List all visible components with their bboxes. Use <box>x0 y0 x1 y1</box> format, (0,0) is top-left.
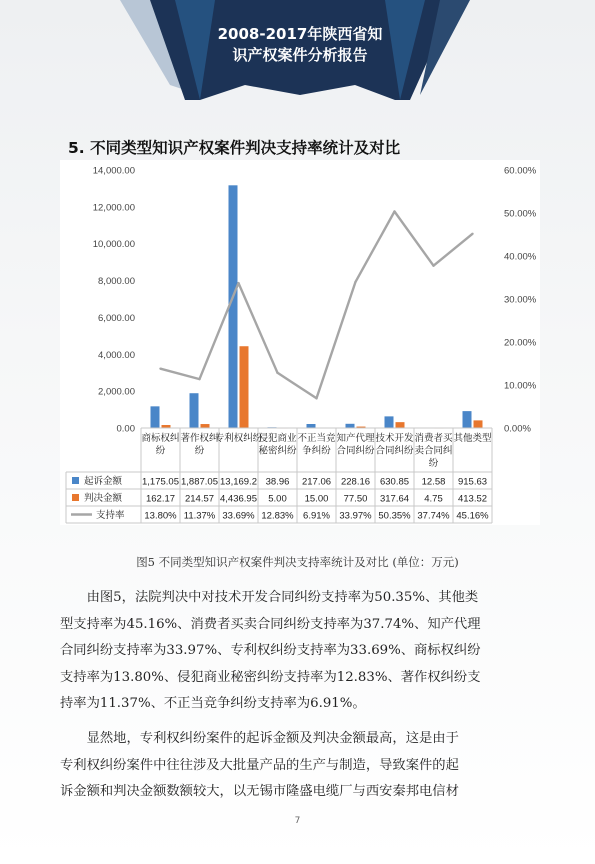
data-table-value: 217.06 <box>301 476 332 488</box>
data-table-value: 317.64 <box>379 493 410 505</box>
paragraph-line: 支持率为13.80%、侵犯商业秘密纠纷支持率为12.83%、著作权纠纷支 <box>60 669 481 685</box>
category-label: 消费者买 <box>414 433 453 444</box>
legend-label: 起诉金额 <box>84 476 123 487</box>
data-table-value: 37.74% <box>417 510 450 522</box>
page-number: 7 <box>294 816 301 826</box>
category-label: 卖合同纠 <box>414 445 453 457</box>
paragraph-line: 由图5，法院判决中对技术开发合同纠纷支持率为50.35%、其他类 <box>60 590 479 605</box>
right-axis-tick-label: 0.00% <box>504 423 531 435</box>
data-table-value: 15.00 <box>304 493 329 505</box>
point-support-rate <box>237 282 239 284</box>
category-label: 知产代理 <box>336 433 375 444</box>
paragraph-line: 型支持率为45.16%、消费者买卖合同纠纷支持率为37.74%、知产代理 <box>60 616 481 632</box>
data-table-value: 11.37% <box>183 510 216 522</box>
bar-filing-amount <box>190 393 199 428</box>
left-axis-tick-label: 2,000.00 <box>98 386 135 398</box>
data-table-value: 413.52 <box>457 493 488 505</box>
point-support-rate <box>432 265 434 267</box>
data-table-value: 1,887.05 <box>181 476 218 488</box>
category-label: 侵犯商业 <box>258 433 297 444</box>
category-label: 争纠纷 <box>302 445 331 457</box>
data-table-value: 915.63 <box>457 476 488 488</box>
data-table-value: 1,175.05 <box>142 476 179 488</box>
bar-filing-amount <box>385 416 394 428</box>
point-support-rate <box>159 367 161 369</box>
legend-key-filing-amount <box>72 477 79 484</box>
category-label: 技术开发 <box>375 433 414 444</box>
data-table-value: 12.58 <box>421 476 446 488</box>
report-title-line2: 识产权案件分析报告 <box>232 46 368 64</box>
chart-background <box>60 160 540 525</box>
point-support-rate <box>471 233 473 235</box>
paragraph-line: 诉金额和判决金额数额较大，以无锡市隆盛电缆厂与西安秦邦电信材 <box>60 784 459 799</box>
bar-filing-amount <box>463 411 472 428</box>
report-title-line1: 2008-2017年陕西省知 <box>217 25 383 43</box>
left-axis-tick-label: 4,000.00 <box>98 349 135 361</box>
category-label: 著作权纠 <box>180 433 219 444</box>
category-label: 纷 <box>194 445 205 457</box>
paragraph-line: 持率为11.37%、不正当竞争纠纷支持率为6.91%。 <box>60 696 366 711</box>
paragraph-line: 显然地，专利权纠纷案件的起诉金额及判决金额最高，这是由于 <box>60 731 459 746</box>
chart <box>60 160 540 525</box>
category-label: 不正当竞 <box>297 433 336 444</box>
data-table-value: 630.85 <box>379 476 410 488</box>
category-label: 秘密纠纷 <box>258 445 297 457</box>
right-axis-tick-label: 20.00% <box>504 337 537 349</box>
category-label: 纷 <box>428 458 439 469</box>
point-support-rate <box>354 281 356 283</box>
bar-judgment-amount <box>396 422 405 428</box>
left-axis-tick-label: 8,000.00 <box>98 276 135 288</box>
category-label: 合同纠纷 <box>375 445 414 457</box>
data-table-value: 33.97% <box>339 510 372 522</box>
data-table-value: 4,436.95 <box>220 493 257 505</box>
legend-label: 支持率 <box>96 510 125 521</box>
data-table-value: 228.16 <box>340 476 371 488</box>
data-table-value: 45.16% <box>456 510 489 522</box>
left-axis-tick-label: 6,000.00 <box>98 312 135 324</box>
data-table-value: 5.00 <box>268 493 287 505</box>
point-support-rate <box>315 397 317 399</box>
left-axis-tick-label: 12,000.00 <box>92 202 135 214</box>
right-axis-tick-label: 10.00% <box>504 380 537 392</box>
bar-judgment-amount <box>201 424 210 428</box>
legend-key-judgment-amount <box>72 494 79 501</box>
legend-label: 判决金额 <box>84 493 123 504</box>
data-table-value: 214.57 <box>184 493 215 505</box>
section-title: 5. 不同类型知识产权案件判决支持率统计及对比 <box>68 139 401 157</box>
paragraph-1 <box>60 585 542 718</box>
data-table-value: 162.17 <box>145 493 176 505</box>
data-table-value: 13.80% <box>144 510 177 522</box>
report-title <box>170 24 430 66</box>
paragraph-line: 合同纠纷支持率为33.97%、专利权纠纷支持率为33.69%、商标权纠纷 <box>60 643 481 658</box>
left-axis-tick-label: 10,000.00 <box>92 239 135 251</box>
category-label: 纷 <box>155 445 166 457</box>
data-table-value: 50.35% <box>378 510 411 522</box>
data-table-value: 77.50 <box>343 493 368 505</box>
right-axis-tick-label: 40.00% <box>504 251 537 263</box>
category-label: 合同纠纷 <box>336 445 375 457</box>
point-support-rate <box>198 378 200 380</box>
data-table-value: 38.96 <box>265 476 290 488</box>
point-support-rate <box>393 210 395 212</box>
bar-filing-amount <box>346 424 355 428</box>
point-support-rate <box>276 372 278 374</box>
left-axis-tick-label: 14,000.00 <box>92 165 135 177</box>
data-table-value: 33.69% <box>222 510 255 522</box>
paragraph-line: 专利权纠纷案件中往往涉及大批量产品的生产与制造，导致案件的起 <box>60 757 459 773</box>
figure-caption: 图5 不同类型知识产权案件判决支持率统计及对比 (单位：万元) <box>136 555 459 569</box>
category-label: 专利权纠纷 <box>214 433 263 444</box>
left-axis-tick-label: 0.00 <box>116 423 135 435</box>
category-label: 商标权纠 <box>141 433 180 444</box>
data-table-value: 4.75 <box>424 493 443 505</box>
category-label: 其他类型 <box>453 433 492 444</box>
data-table-value: 12.83% <box>261 510 294 522</box>
right-axis-tick-label: 50.00% <box>504 208 537 220</box>
data-table-value: 13,169.2 <box>220 476 257 488</box>
bar-filing-amount <box>151 406 160 428</box>
right-axis-tick-label: 60.00% <box>504 165 537 177</box>
data-table-value: 6.91% <box>303 510 330 522</box>
paragraph-2 <box>60 726 542 806</box>
bar-judgment-amount <box>240 346 249 428</box>
bar-judgment-amount <box>474 420 483 428</box>
bar-filing-amount <box>307 424 316 428</box>
right-axis-tick-label: 30.00% <box>504 294 537 306</box>
